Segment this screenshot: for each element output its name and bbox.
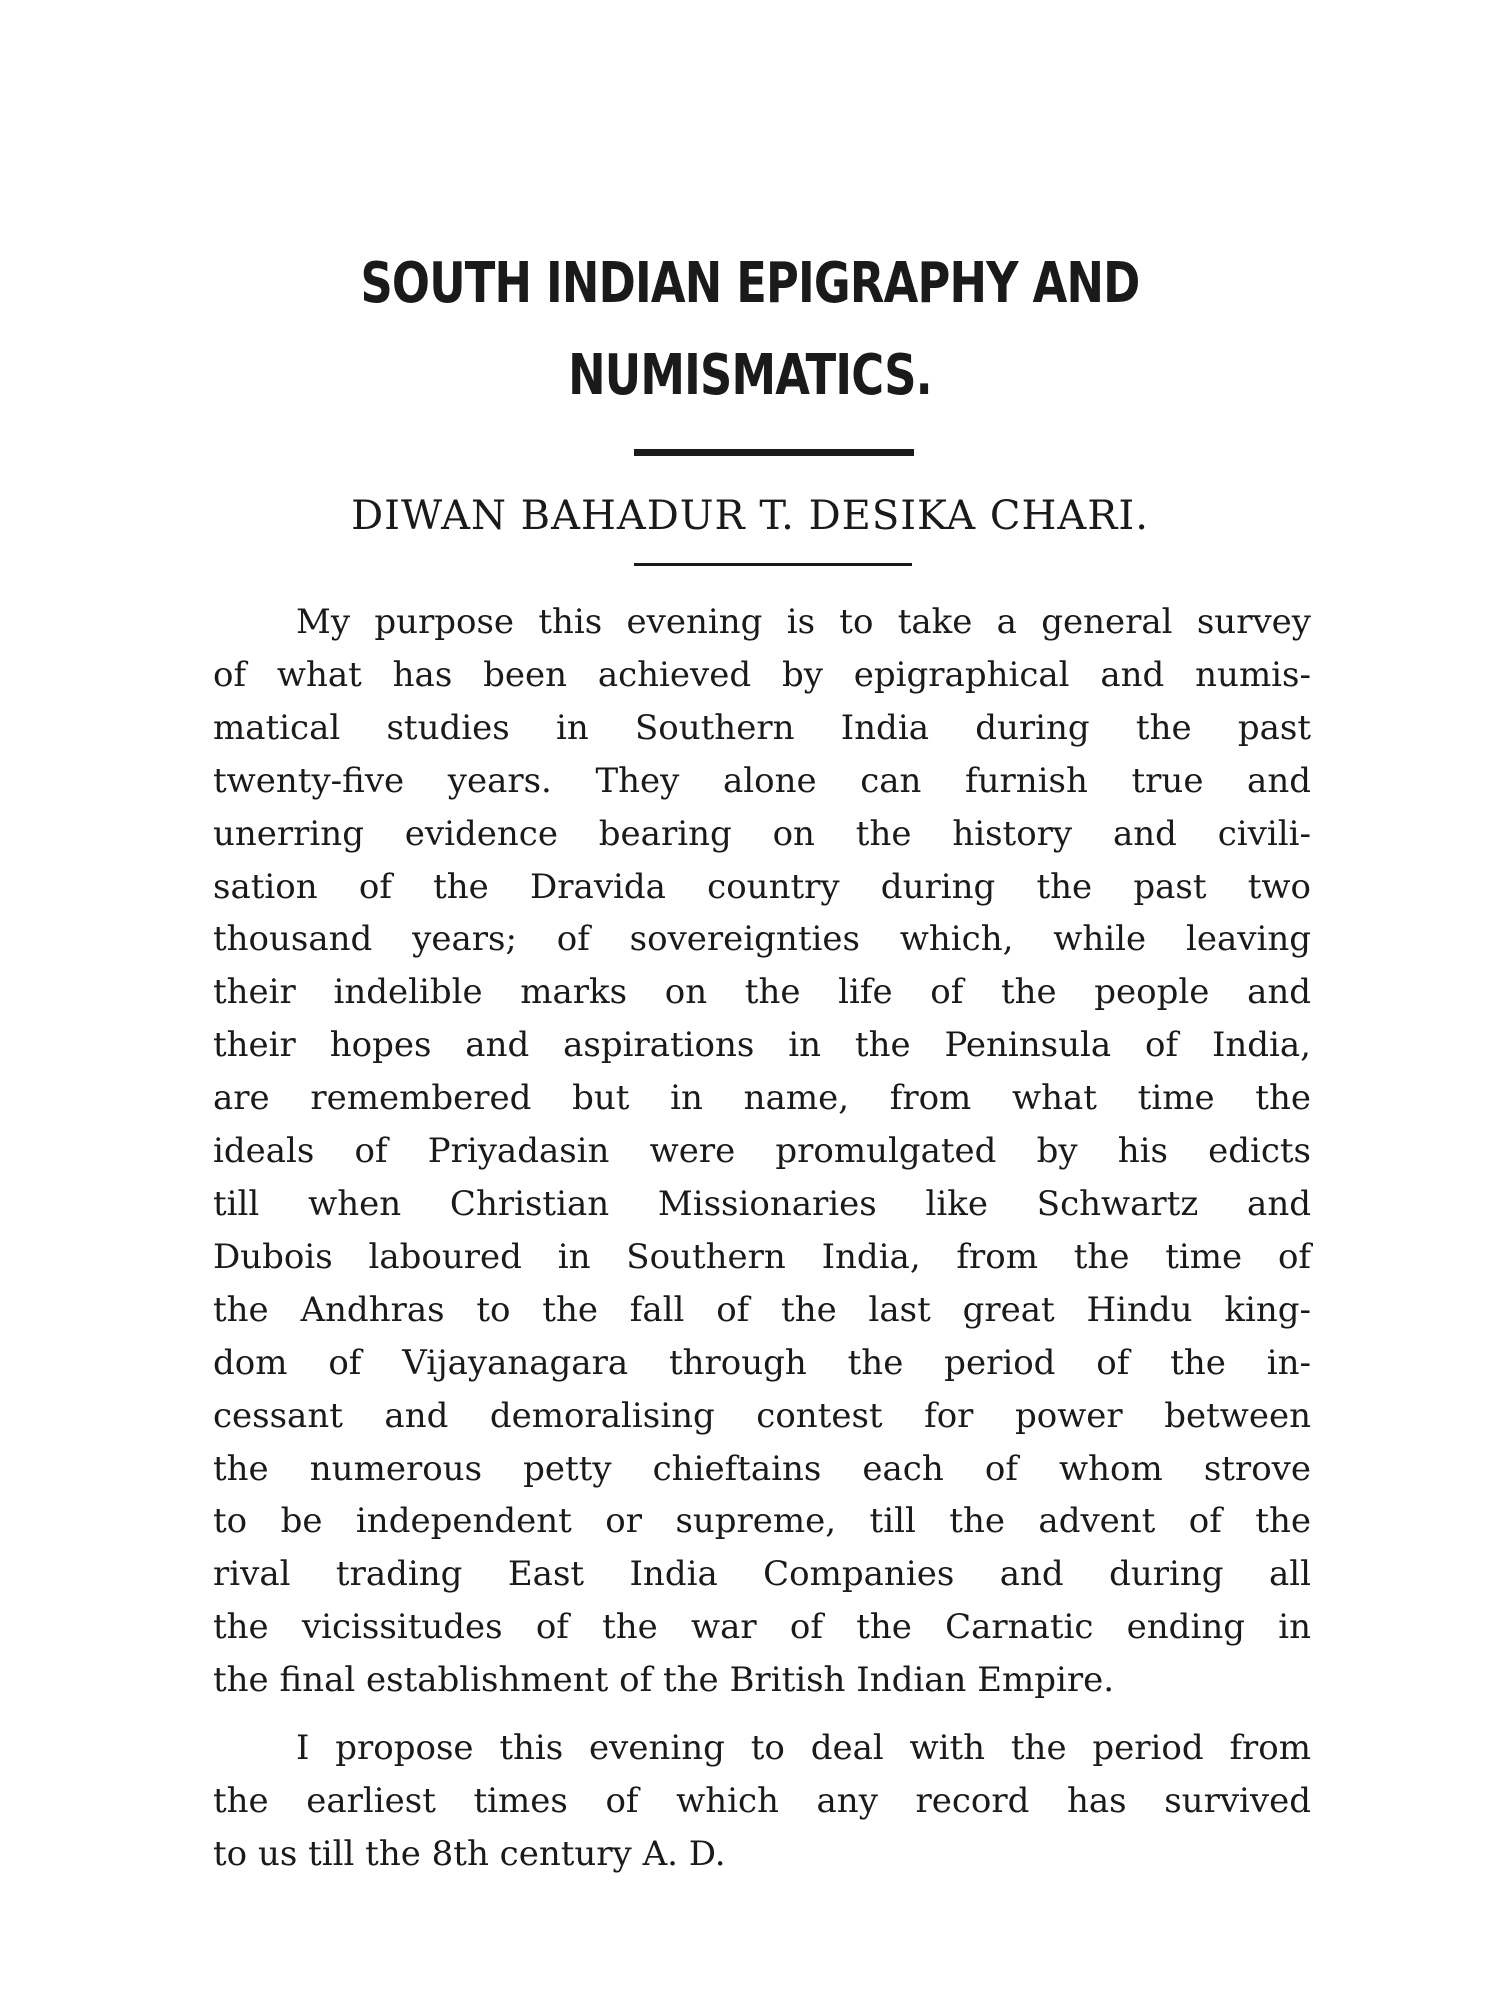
text-line: sation of the Dravida country during the past two bbox=[213, 866, 1311, 907]
paragraph-2 bbox=[213, 1722, 1311, 1881]
text-line: twenty-five years. They alone can furnish true and bbox=[213, 760, 1311, 801]
text-line: the numerous petty chieftains each of whom strove bbox=[213, 1448, 1311, 1489]
text-line: their indelible marks on the life of the people and bbox=[213, 972, 1311, 1013]
title-line-2: NUMISMATICS. bbox=[568, 343, 932, 408]
text-line: Dubois laboured in Southern India, from the time of bbox=[213, 1236, 1311, 1277]
text-line: the final establishment of the British Indian Empire. bbox=[213, 1660, 1115, 1701]
paragraph-1 bbox=[213, 596, 1311, 1707]
text-line: dom of Vijayanagara through the period of the in- bbox=[213, 1342, 1311, 1383]
text-line: matical studies in Southern India during the past bbox=[213, 707, 1311, 748]
text-line: to us till the 8th century A. D. bbox=[213, 1833, 726, 1874]
text-line: cessant and demoralising contest for power between bbox=[213, 1395, 1311, 1436]
text-line: their hopes and aspirations in the Peninsula of India, bbox=[213, 1025, 1311, 1066]
text-line: ideals of Priyadasin were promulgated by his edicts bbox=[213, 1131, 1311, 1172]
text-line: the Andhras to the fall of the last great Hindu king- bbox=[213, 1289, 1311, 1330]
text-line: My purpose this evening is to take a general survey bbox=[296, 602, 1311, 642]
text-line: the vicissitudes of the war of the Carnatic ending in bbox=[213, 1607, 1311, 1648]
author-divider-rule bbox=[634, 563, 912, 566]
text-line: rival trading East India Companies and during all bbox=[213, 1554, 1311, 1595]
text-line: unerring evidence bearing on the history and civili- bbox=[213, 813, 1311, 854]
title-divider-rule bbox=[634, 449, 914, 456]
text-line: are remembered but in name, from what time the bbox=[213, 1078, 1311, 1119]
title-line-1: SOUTH INDIAN EPIGRAPHY AND bbox=[360, 251, 1140, 316]
text-line: of what has been achieved by epigraphical and numis- bbox=[213, 654, 1311, 695]
text-line: thousand years; of sovereignties which, while leaving bbox=[213, 919, 1311, 960]
text-line: till when Christian Missionaries like Schwartz and bbox=[213, 1183, 1311, 1224]
author-byline: DIWAN BAHADUR T. DESIKA CHARI. bbox=[351, 493, 1149, 539]
article-title bbox=[310, 238, 1190, 422]
text-line: I propose this evening to deal with the period from bbox=[296, 1728, 1311, 1768]
text-line: to be independent or supreme, till the advent of the bbox=[213, 1501, 1311, 1542]
text-line: the earliest times of which any record has survived bbox=[213, 1780, 1311, 1821]
